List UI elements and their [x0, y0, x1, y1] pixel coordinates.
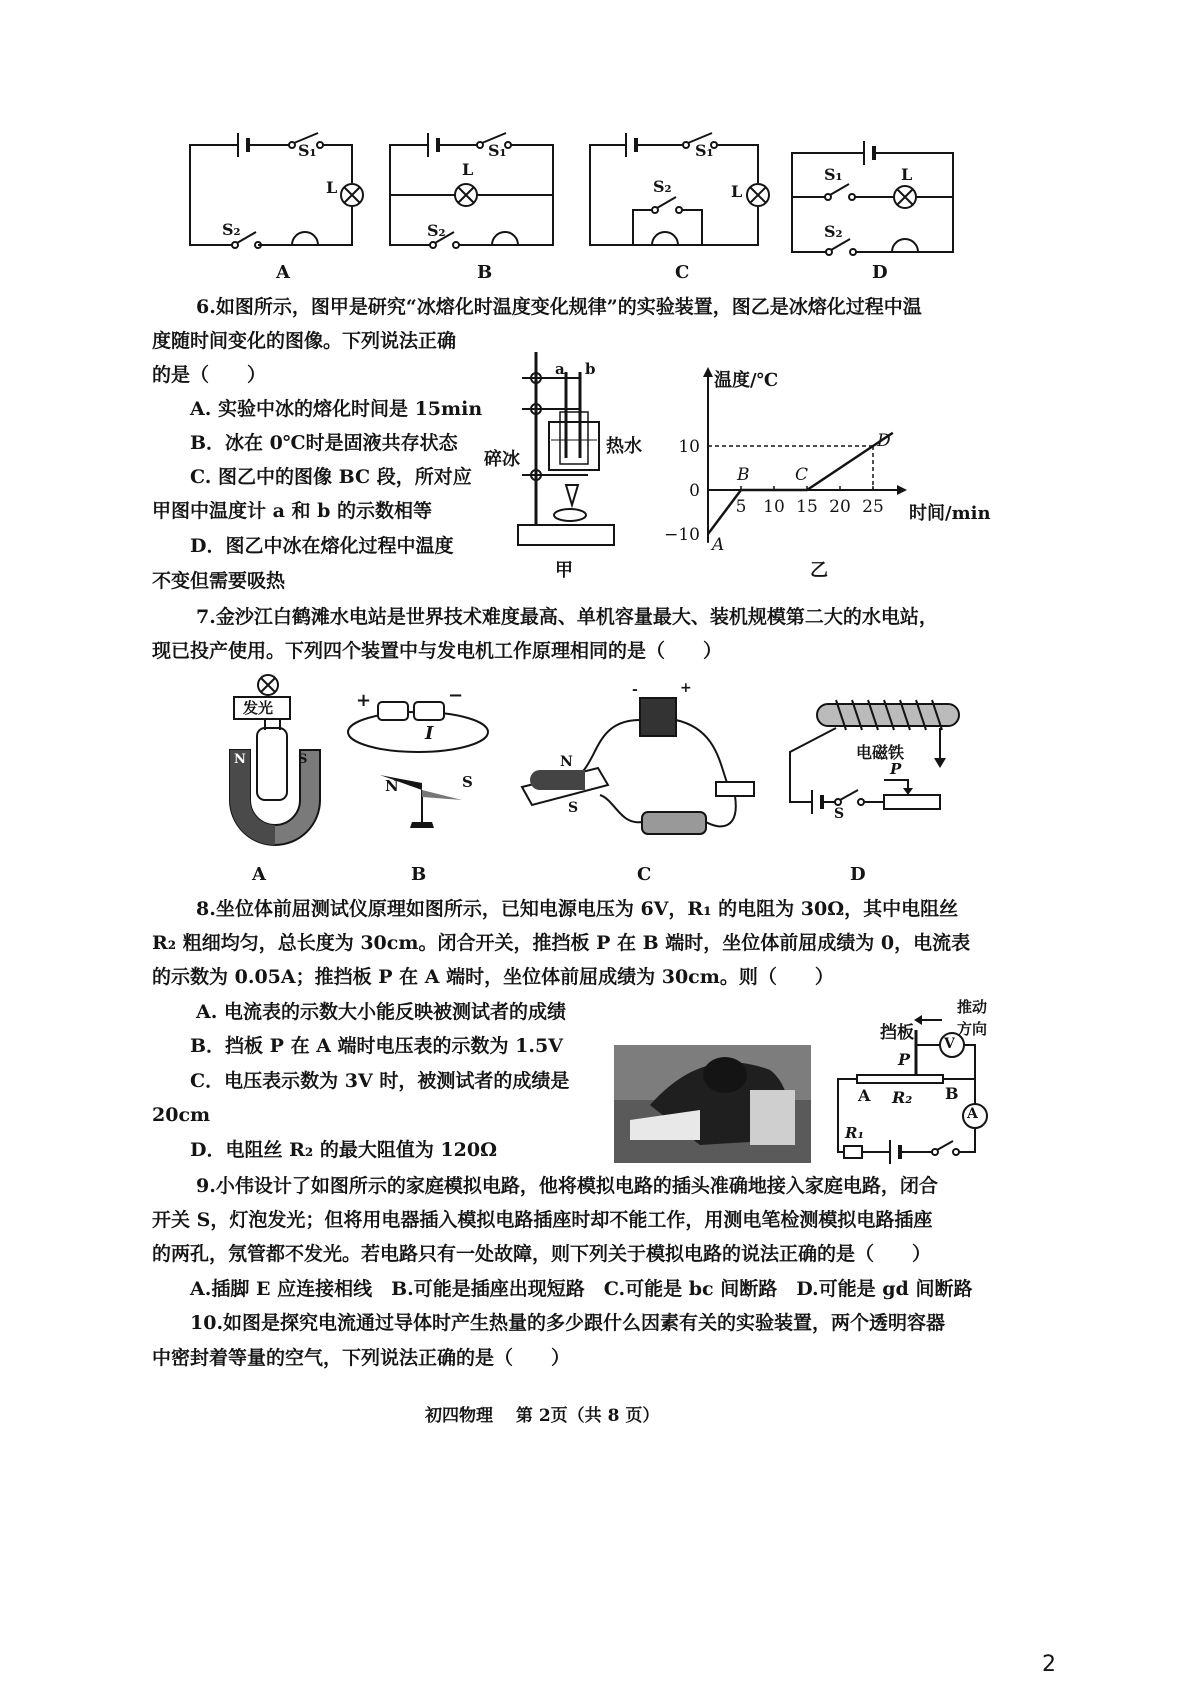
q8-option-c-line2: 20cm — [152, 1104, 211, 1126]
circuit-b-lamp-label: L — [462, 160, 474, 179]
q9-stem-line3: 的两孔，氖管都不发光。若电路只有一处故障，则下列关于模拟电路的说法正确的是（ ） — [152, 1243, 932, 1265]
point-label-a: A — [712, 535, 725, 555]
circuit-a-s1-label: S₁ — [298, 141, 317, 160]
device-b-caption: B — [411, 864, 427, 885]
q7-stem-line2: 现已投产使用。下列四个装置中与发电机工作原理相同的是（ ） — [152, 640, 723, 662]
q9-stem-line1: 9.小伟设计了如图所示的家庭模拟电路，他将模拟电路的插头准确地接入家庭电路，闭合 — [196, 1175, 938, 1197]
circuit-d-caption: D — [872, 262, 888, 283]
circuit-a-s2-label: S₂ — [222, 220, 241, 239]
device-d-s-label: S — [834, 806, 845, 822]
circuit-b-s1-label: S₁ — [488, 141, 507, 160]
ammeter-symbol: A — [967, 1106, 978, 1122]
circuit-c-s1-label: S₁ — [695, 141, 714, 160]
crushed-ice-label: 碎冰 — [484, 449, 520, 470]
device-c-n-label: N — [560, 754, 573, 770]
q10-stem-line2: 中密封着等量的空气，下列说法正确的是（ ） — [152, 1347, 571, 1369]
device-b-s-label: S — [462, 773, 473, 791]
x-tick-label: 20 — [829, 497, 851, 517]
circuit-c-caption: C — [675, 262, 690, 283]
baffle-label: 挡板 — [880, 1023, 914, 1043]
q8-option-c-line1: C．电压表示数为 3V 时，被测试者的成绩是 — [190, 1070, 570, 1092]
circuit-b-s2-label: S₂ — [427, 221, 446, 240]
q6-option-d-line1: D．图乙中冰在熔化过程中温度 — [190, 535, 454, 557]
device-b-plus: + — [356, 690, 372, 711]
voltmeter-symbol: V — [944, 1036, 955, 1052]
device-a-s-label: S — [298, 752, 308, 767]
q6-option-c-line1: C. 图乙中的图像 BC 段，所对应 — [190, 466, 472, 488]
q8-stem-line3: 的示数为 0.05A；推挡板 P 在 A 端时，坐位体前屈成绩为 30cm。则（ ） — [152, 966, 834, 988]
y-tick-label: 10 — [678, 437, 700, 457]
r2-label: R₂ — [892, 1088, 913, 1107]
q6-option-b: B．冰在 0℃时是固液共存状态 — [190, 432, 458, 454]
thermometer-b-label: b — [585, 360, 596, 378]
push-direction-label-1: 推动 — [957, 998, 988, 1016]
device-d-caption: D — [850, 864, 866, 885]
q9-stem-line2: 开关 S，灯泡发光；但将用电器插入模拟电路插座时却不能工作，用测电笔检测模拟电路插座 — [152, 1209, 933, 1231]
q6-stem-line1: 6.如图所示，图甲是研究“冰熔化时温度变化规律”的实验装置，图乙是冰熔化过程中温 — [196, 296, 922, 318]
point-label-b: B — [737, 465, 750, 485]
apparatus-caption: 甲 — [555, 560, 573, 581]
circuit-d-lamp-label: L — [901, 165, 913, 184]
x-tick-label: 10 — [763, 497, 785, 517]
thermometer-a-label: a — [555, 360, 565, 378]
page-footer: 初四物理 第 2页（共 8 页） — [425, 1406, 660, 1426]
circuit-c-s2-label: S₂ — [653, 177, 672, 196]
device-d-magnet-label: 电磁铁 — [856, 743, 905, 762]
r1-label: R₁ — [845, 1124, 865, 1142]
end-a-label: A — [858, 1086, 871, 1105]
graph-ylabel: 温度/℃ — [714, 370, 779, 391]
device-c-minus: - — [632, 682, 638, 698]
q7-stem-line1: 7.金沙江白鹤滩水电站是世界技术难度最高、单机容量最大、装机规模第二大的水电站， — [196, 606, 938, 628]
push-direction-label-2: 方向 — [957, 1020, 988, 1038]
slider-p-label: P — [898, 1050, 911, 1069]
device-c-s-label: S — [568, 800, 579, 816]
q8-option-d: D．电阻丝 R₂ 的最大阻值为 120Ω — [190, 1139, 498, 1161]
q8-stem-line2: R₂ 粗细均匀，总长度为 30cm。闭合开关，推挡板 P 在 B 端时，坐位体前屈成绩为 0，电流表 — [152, 932, 971, 954]
x-tick-label: 5 — [735, 497, 747, 517]
q6-stem-line3: 的是（ ） — [152, 364, 267, 386]
page-number: 2 — [1042, 1652, 1056, 1677]
circuit-d-s2-label: S₂ — [824, 222, 843, 241]
graph-caption: 乙 — [810, 560, 828, 581]
device-a-box-label: 发光 — [243, 699, 274, 717]
q6-option-c-line2: 甲图中温度计 a 和 b 的示数相等 — [152, 500, 433, 522]
circuit-a-caption: A — [276, 262, 290, 283]
point-label-c: C — [795, 465, 809, 485]
q6-option-a: A. 实验中冰的熔化时间是 15min — [190, 398, 483, 420]
device-b-minus: − — [448, 685, 464, 706]
y-tick-label: 0 — [689, 481, 700, 501]
x-tick-label: 15 — [796, 497, 818, 517]
device-b-current-label: I — [425, 723, 434, 744]
device-d-p-label: P — [890, 760, 902, 778]
q6-option-d-line2: 不变但需要吸热 — [152, 570, 286, 592]
circuit-d-s1-label: S₁ — [824, 165, 843, 184]
circuit-b-caption: B — [477, 262, 493, 283]
circuit-a-lamp-label: L — [326, 178, 338, 197]
device-c-plus: + — [680, 680, 692, 696]
q8-stem-line1: 8.坐位体前屈测试仪原理如图所示，已知电源电压为 6V，R₁ 的电阻为 30Ω，其中电阻丝 — [196, 898, 959, 920]
end-b-label: B — [945, 1084, 959, 1103]
q8-option-b: B．挡板 P 在 A 端时电压表的示数为 1.5V — [190, 1035, 563, 1057]
q8-option-a: A. 电流表的示数大小能反映被测试者的成绩 — [196, 1001, 566, 1023]
point-label-d: D — [877, 431, 891, 451]
x-tick-label: 25 — [862, 497, 884, 517]
q9-options: A.插脚 E 应连接相线 B.可能是插座出现短路 C.可能是 bc 间断路 D.可能是 gd 间断路 — [190, 1278, 973, 1300]
graph-xlabel: 时间/min — [909, 503, 991, 524]
device-b-n-label: N — [385, 777, 399, 795]
q10-stem-line1: 10.如图是探究电流通过导体时产生热量的多少跟什么因素有关的实验装置，两个透明容器 — [190, 1312, 946, 1334]
hot-water-label: 热水 — [606, 436, 642, 457]
device-a-n-label: N — [234, 752, 246, 767]
y-tick-label: −10 — [664, 525, 700, 545]
circuit-c-lamp-label: L — [731, 182, 743, 201]
q6-stem-line2: 度随时间变化的图像。下列说法正确 — [152, 330, 457, 352]
device-c-caption: C — [637, 864, 652, 885]
device-a-caption: A — [252, 864, 266, 885]
